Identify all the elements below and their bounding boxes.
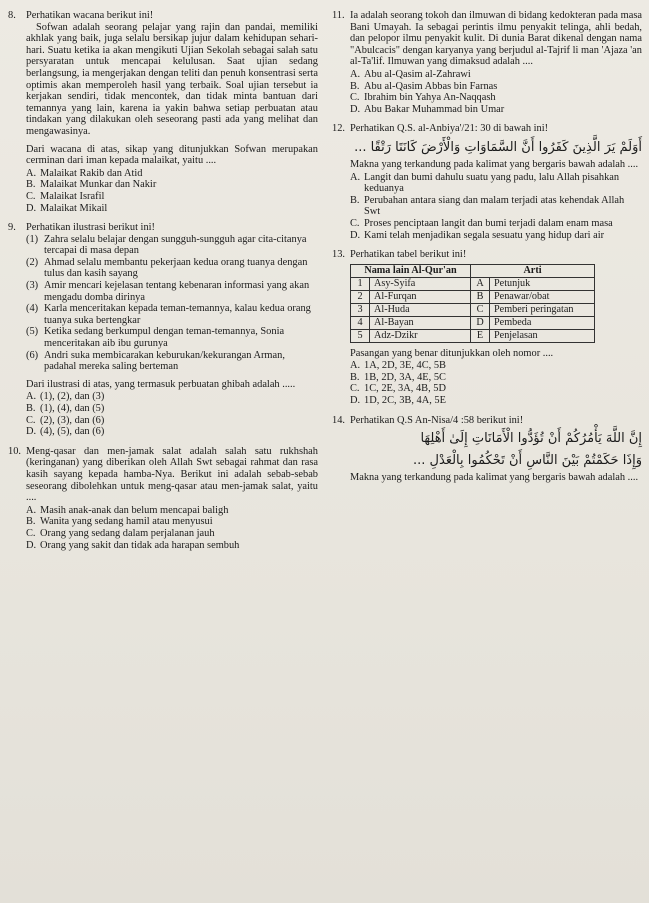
option-c[interactable]: C. Proses penciptaan langit dan bumi terjadi dalam enam masa xyxy=(350,217,613,229)
question-13 xyxy=(332,249,642,407)
option-a[interactable]: A. (1), (2), dan (3) xyxy=(26,391,105,403)
question-number: 10. xyxy=(8,445,21,457)
options xyxy=(26,168,318,214)
option-b[interactable]: B. Wanita yang sedang hamil atau menyusui xyxy=(26,516,213,528)
question-number: 9. xyxy=(8,222,16,234)
arabic-verse-line-2: وَإِذَا حَكَمْتُمْ بَيْنَ النَّاسِ أَنْ تَحْكُمُوا بِالْعَدْلِ ... xyxy=(413,453,642,469)
statement-3: (3) Amir mencari kejelasan tentang kebenaran informasi yang akan mengadu domba dirinya xyxy=(26,280,310,303)
question-intro: Perhatikan wacana berikut ini! xyxy=(26,10,154,21)
question-number: 12. xyxy=(332,123,345,135)
option-a[interactable]: A. Masih anak-anak dan belum mencapai baligh xyxy=(26,504,229,516)
option-d[interactable]: D. Abu Bakar Muhammad bin Umar xyxy=(350,103,505,115)
question-intro: Perhatikan ilustrasi berikut ini! xyxy=(26,222,155,234)
question-text: Dari wacana di atas, sikap yang ditunjukkan Sofwan merupakan cerminan dari iman kepada malaikat, yaitu .... xyxy=(26,143,318,167)
table-row: 1 Asy-Syifa A Petunjuk xyxy=(351,277,595,290)
arabic-verse: أَوَلَمْ يَرَ الَّذِينَ كَفَرُوا أَنَّ السَّمَاوَاتِ وَالْأَرْضَ كَانَتَا رَتْقًا ... xyxy=(354,139,642,155)
option-d[interactable]: D. (4), (5), dan (6) xyxy=(26,426,105,438)
table-row: 5 Adz-Dzikr E Penjelasan xyxy=(351,329,595,342)
statement-2: (2) Ahmad selalu membantu pekerjaan kedua orang tuanya dengan tulus dan kasih sayang xyxy=(26,256,308,280)
statement-5: (5) Ketika sedang berkumpul dengan teman-temannya, Sonia menceritakan aib ibu gurunya xyxy=(26,326,285,350)
statement-6: (6) Andri suka membicarakan keburukan/kekurangan Arman, padahal mereka saling berteman xyxy=(26,349,285,373)
question-number: 13. xyxy=(332,249,345,261)
option-c[interactable]: C. Malaikat Israfil xyxy=(26,190,105,202)
option-b[interactable]: B. Perubahan antara siang dan malam terjadi atas kehendak Allah Swt xyxy=(350,194,625,218)
question-10 xyxy=(8,446,318,551)
passage-text: Sofwan adalah seorang pelajar yang rajin dan pandai, memiliki akhlak yang baik, juga selalu bersikap jujur dalam kehidupan sehari-hari. Suatu ketika ia akan mengikuti Ujian Sekolah sebagai salah satu persyaratan untuk mencapai kelulusan. Saat ujian sedang berlangsung, ia mengerjakan dengan teliti dan penuh konsentrasi serta optimis akan memperoleh hasil yang terbaik. Soal ujian tersebut ia kerjakan sendiri, tidak mencontek, dan tidak minta bantuan dari temannya yang lain, karena ia yakin bahwa setiap perbuatan atau tindakan yang dilakukan oleh seseorang pasti ada yang melihat dan mengawasinya. xyxy=(26,21,318,137)
question-number: 14. xyxy=(332,414,345,426)
question-14 xyxy=(332,415,642,484)
statement-4: (4) Karla menceritakan kepada teman-temannya, kalau kedua orang tuanya suka bertengkar xyxy=(26,303,311,326)
option-b[interactable]: B. 1B, 2D, 3A, 4E, 5C xyxy=(350,371,446,383)
arabic-verse-line-1: إِنَّ اللَّهَ يَأْمُرُكُمْ أَنْ تُؤَدُّوا الْأَمَانَاتِ إِلَىٰ أَهْلِهَا xyxy=(420,431,642,447)
option-d[interactable]: D. Orang yang sakit dan tidak ada harapan sembuh xyxy=(26,539,240,551)
question-text: Ia adalah seorang tokoh dan ilmuwan di bidang kedokteran pada masa Bani Umayah. Ia sebagai perintis ilmu penyakit telinga, ahli bedah, dan pelopor ilmu penyakit kulit. Di dunia Barat dikenal dengan nama "Abulcacis" dengan karyanya yang berjudul al-Tajrif li man 'Ajaza 'an al-Ta'lif. Ilmuwan yang dimaksud adalah .... xyxy=(350,10,642,68)
question-11 xyxy=(332,10,642,115)
question-12 xyxy=(332,123,642,241)
table-header xyxy=(351,264,595,277)
question-text: Perhatikan Q.S. al-Anbiya'/21: 30 di bawah ini! xyxy=(350,123,549,135)
option-a[interactable]: A. Abu al-Qasim al-Zahrawi xyxy=(350,68,471,80)
table-row: 3 Al-Huda C Pemberi peringatan xyxy=(351,303,595,316)
table-row: 2 Al-Furqan B Penawar/obat xyxy=(351,290,595,303)
option-a[interactable]: A. Langit dan bumi dahulu suatu yang padu, lalu Allah pisahkan keduanya xyxy=(350,171,620,195)
table-row: 4 Al-Bayan D Pembeda xyxy=(351,316,595,329)
option-d[interactable]: D. Malaikat Mikail xyxy=(26,202,108,214)
question-number: 8. xyxy=(8,10,16,21)
option-c[interactable]: C. Orang yang sedang dalam perjalanan jauh xyxy=(26,527,215,539)
options xyxy=(350,360,642,406)
option-c[interactable]: C. (2), (3), dan (6) xyxy=(26,414,105,426)
column-header-name: Nama lain Al-Qur'an xyxy=(351,264,471,277)
question-prompt: Makna yang terkandung pada kalimat yang bergaris bawah adalah .... xyxy=(350,158,639,170)
option-b[interactable]: B. Malaikat Munkar dan Nakir xyxy=(26,179,157,191)
question-text: Meng-qasar dan men-jamak salat adalah salah satu rukhshah (keringanan) yang diberikan oleh Allah Swt sebagai rahmat dan rasa kasih sayang kepada hamba-Nya. Berikut ini adalah sebab-sebab seseorang dibolehkan untuk meng-qasar atau men-jamak salat, yaitu .... xyxy=(26,445,318,504)
options xyxy=(26,505,318,551)
options xyxy=(350,172,642,242)
question-9 xyxy=(8,222,318,438)
question-text: Perhatikan Q.S An-Nisa/4 :58 berikut ini! xyxy=(350,414,524,426)
names-table xyxy=(350,264,595,343)
option-d[interactable]: D. Kami telah menjadikan segala sesuatu yang hidup dari air xyxy=(350,229,605,241)
left-column xyxy=(8,10,318,559)
question-number: 11. xyxy=(332,10,345,21)
options xyxy=(26,391,318,437)
option-b[interactable]: B. (1), (4), dan (5) xyxy=(26,403,105,414)
question-text: Perhatikan tabel berikut ini! xyxy=(350,249,467,261)
question-text: Dari ilustrasi di atas, yang termasuk perbuatan ghibah adalah ..... xyxy=(26,378,296,390)
option-d[interactable]: D. 1D, 2C, 3B, 4A, 5E xyxy=(350,395,446,407)
statement-1: (1) Zahra selalu belajar dengan sungguh-sungguh agar cita-citanya tercapai di masa depan xyxy=(26,233,307,257)
question-prompt: Pasangan yang benar ditunjukkan oleh nomor .... xyxy=(350,347,554,359)
option-c[interactable]: C. Ibrahim bin Yahya An-Naqqash xyxy=(350,92,496,104)
question-prompt: Makna yang terkandung pada kalimat yang bergaris bawah adalah .... xyxy=(350,472,639,484)
column-header-arti: Arti xyxy=(471,264,595,277)
question-8 xyxy=(8,10,318,214)
right-column xyxy=(332,10,642,492)
option-a[interactable]: A. 1A, 2D, 3E, 4C, 5B xyxy=(350,360,446,372)
options xyxy=(350,69,642,115)
option-c[interactable]: C. 1C, 2E, 3A, 4B, 5D xyxy=(350,383,446,395)
option-b[interactable]: B. Abu al-Qasim Abbas bin Farnas xyxy=(350,80,498,92)
option-a[interactable]: A. Malaikat Rakib dan Atid xyxy=(26,167,143,179)
